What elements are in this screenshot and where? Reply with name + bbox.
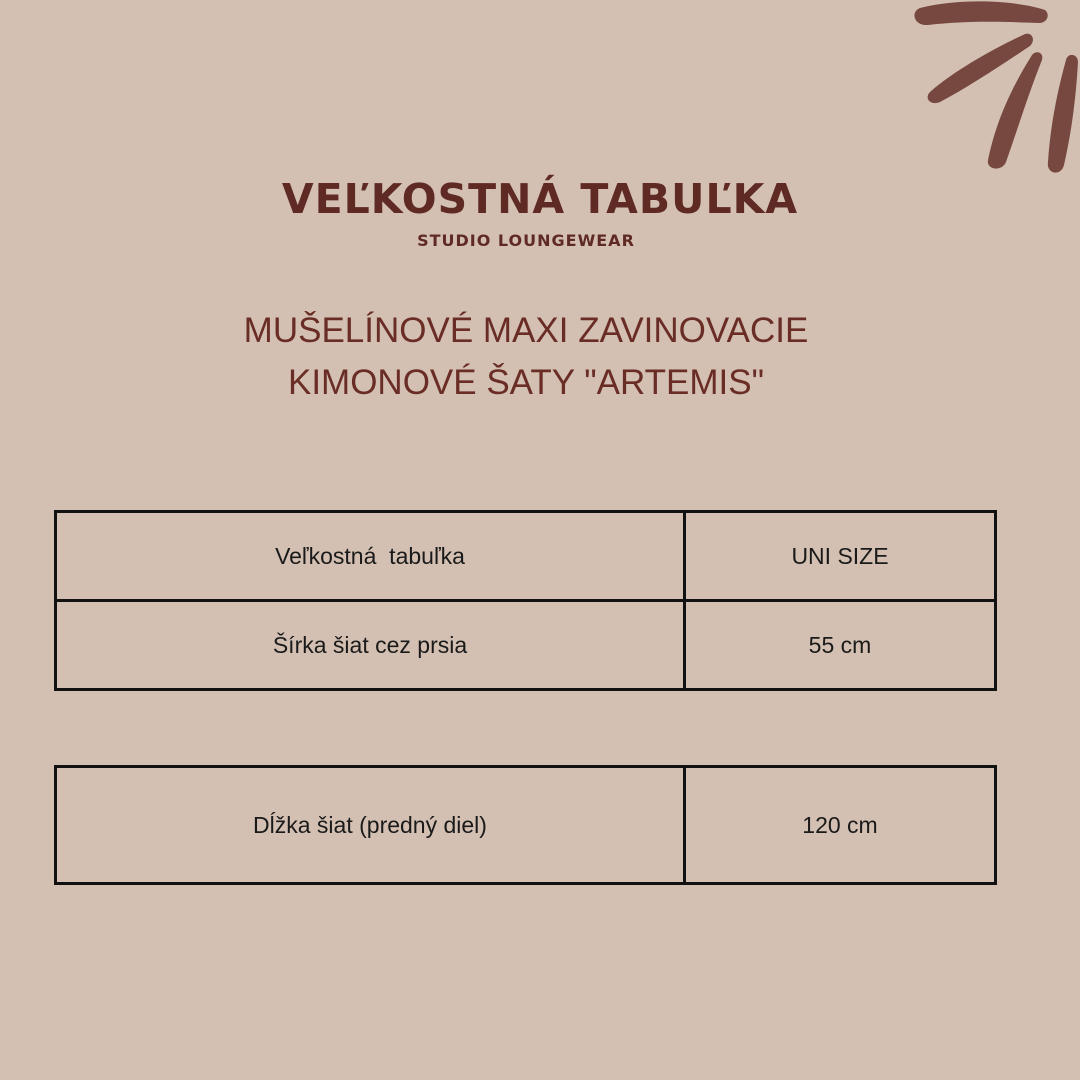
chest-width-label-cell: Šírka šiat cez prsia (56, 601, 685, 690)
brand-subtitle: STUDIO LOUNGEWEAR (417, 231, 635, 250)
table-row (56, 512, 996, 601)
size-table (54, 510, 997, 691)
table-row (56, 767, 996, 884)
product-name (0, 305, 1052, 409)
dress-length-value-cell: 120 cm (685, 767, 996, 884)
dress-length-label-cell: Dĺžka šiat (predný diel) (56, 767, 685, 884)
sun-rays-icon (900, 0, 1080, 190)
size-label-cell: Veľkostná tabuľka (56, 512, 685, 601)
page-title: VEĽKOSTNÁ TABUĽKA (281, 175, 799, 223)
product-name-line-2: KIMONOVÉ ŠATY "ARTEMIS" (287, 363, 765, 402)
length-table (54, 765, 997, 885)
chest-width-value-cell: 55 cm (685, 601, 996, 690)
table-row (56, 601, 996, 690)
size-value-cell: UNI SIZE (685, 512, 996, 601)
product-name-line-1: MUŠELÍNOVÉ MAXI ZAVINOVACIE (243, 311, 809, 350)
